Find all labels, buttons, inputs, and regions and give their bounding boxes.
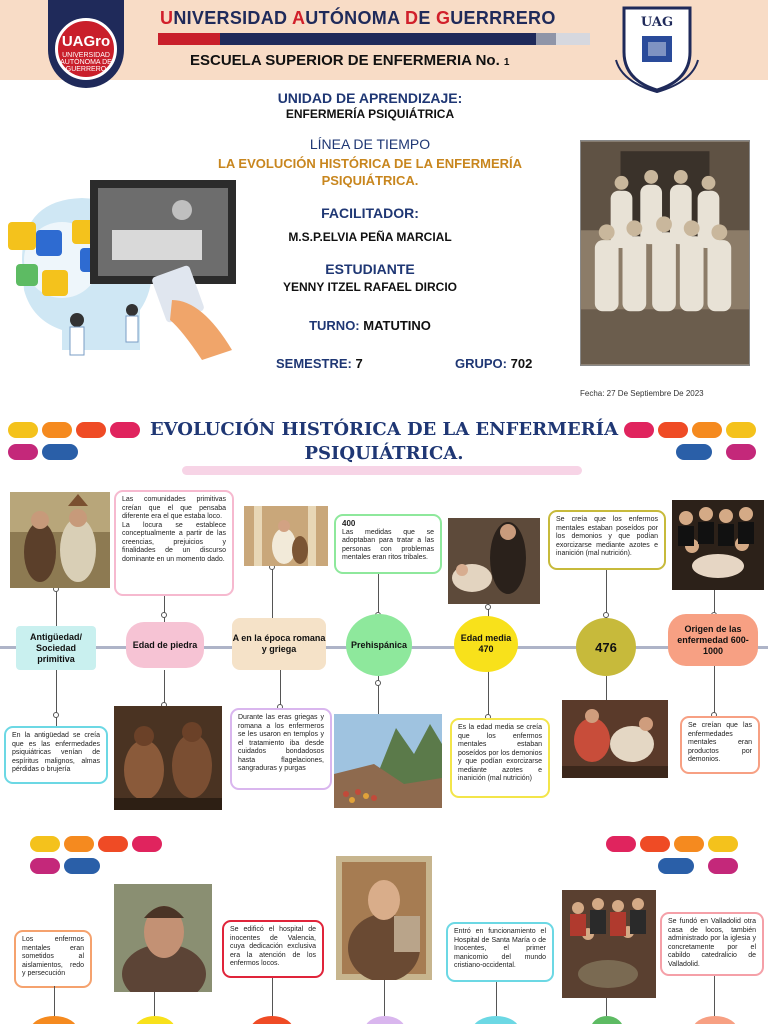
decor-pill [692, 422, 722, 438]
decor-pill [726, 422, 756, 438]
title-initial: U [160, 8, 174, 28]
decor-pill [708, 858, 738, 874]
painting-origen [672, 500, 764, 590]
linea-title-1: LA EVOLUCIÓN HISTÓRICA DE LA ENFERMERÍA [217, 156, 523, 171]
title-initial: D [405, 8, 419, 28]
grupo: GRUPO: 702 [455, 356, 533, 371]
color-bar-navy [220, 33, 536, 45]
connector [54, 986, 55, 1016]
portrait-saint [336, 856, 432, 980]
connector [154, 992, 155, 1016]
connector-dot [53, 712, 59, 718]
connector-dot [485, 604, 491, 610]
linea-title-2: PSIQUIÁTRICA. [321, 173, 419, 188]
estudiante-label: ESTUDIANTE [325, 261, 415, 277]
painting-antiguedad [10, 492, 110, 588]
decor-pill [708, 836, 738, 852]
decor-pill [42, 444, 78, 460]
university-title [160, 8, 600, 29]
connector [378, 572, 379, 616]
connector [496, 982, 497, 1016]
connector [714, 666, 715, 716]
title-underline [182, 466, 582, 475]
decor-pill [98, 836, 128, 852]
semestre: SEMESTRE: 7 [276, 356, 363, 371]
note-valladolid: Se fundó en Valladolid otra casa de locos, también administrado por la iglesia y concretamente por el cabildo catedralicio de Valladolid. [660, 912, 764, 976]
decor-pill [726, 444, 756, 460]
connector [714, 976, 715, 1016]
decor-pill [624, 422, 654, 438]
unidad-value: ENFERMERÍA PSIQUIÁTRICA [285, 107, 455, 121]
color-bar-light [556, 33, 590, 45]
node-row2-2 [134, 1016, 176, 1024]
decor-pill [30, 836, 60, 852]
note-romana-griega: Durante las eras griegas y romana a los enfermeros se les usaron en templos y el tratamiento iba desde cuidados bondadosos hasta flagelaciones, sangraduras y purgas [230, 708, 332, 790]
decor-pill [676, 444, 712, 460]
node-romana-griega: A en la época romana y griega [232, 618, 326, 670]
node-row2-5 [472, 1016, 520, 1024]
node-edad-media: Edad media 470 [454, 616, 518, 672]
decor-pill [8, 444, 38, 460]
node-antiguedad: Antigüedad/ Sociedad primitiva [16, 626, 96, 670]
note-476: Se creía que los enfermos mentales estaban poseídos por los demonios y que podían exorcizarse mediante azotes e inanición (mal nutrición). [548, 510, 666, 570]
node-row2-1 [30, 1016, 78, 1024]
connector [488, 670, 489, 718]
svg-text:UAG: UAG [640, 15, 674, 30]
painting-valladolid [562, 890, 656, 998]
decor-pill [658, 422, 688, 438]
facilitador-label: FACILITADOR: [321, 205, 419, 221]
node-476: 476 [576, 618, 636, 676]
node-edad-de-piedra: Edad de piedra [126, 622, 204, 668]
note-santa-maria: Entró en funcionamiento el Hospital de Santa María o de Inocentes, el primer manicomio del mundo cristiano-occidental. [446, 922, 554, 982]
decor-pill [8, 422, 38, 438]
node-row2-6 [590, 1016, 624, 1024]
uagro-logo: UAGro UNIVERSIDAD AUTÓNOMA DE GUERRERO [48, 0, 124, 88]
connector [606, 998, 607, 1016]
note-prehispanica: 400 Las medidas que se adoptaban para tratar a las personas con problemas mentales eran ritos tribales. [334, 514, 442, 574]
connector-dot [375, 680, 381, 686]
painting-cavemen [114, 706, 222, 810]
portrait-friar [114, 884, 212, 992]
node-row2-3 [250, 1016, 294, 1024]
date-text: Fecha: 27 De Septiembre De 2023 [580, 389, 704, 398]
connector [272, 566, 273, 618]
unidad-label: UNIDAD DE APRENDIZAJE: [277, 90, 463, 106]
node-row2-7 [692, 1016, 738, 1024]
decor-pill [110, 422, 140, 438]
decor-pill [42, 422, 72, 438]
title-segment: E [418, 8, 436, 28]
decor-pill [76, 422, 106, 438]
decor-pill [674, 836, 704, 852]
nurses-group-photo [580, 140, 750, 366]
node-row2-4 [364, 1016, 406, 1024]
estudiante-value: YENNY ITZEL RAFAEL DIRCIO [282, 280, 458, 294]
connector [56, 586, 57, 626]
title-segment: NIVERSIDAD [173, 8, 292, 28]
note-edad-de-piedra: Las comunidades primitivas creían que el que pensaba diferente era el que estaba loco. La locura se establece conceptualmente a partir de las creencias, prejuicios y finalidades de un discurso dominante en un momento dado. [114, 490, 234, 596]
connector [606, 568, 607, 618]
linea-label: LÍNEA DE TIEMPO [309, 136, 431, 152]
decor-pill [640, 836, 670, 852]
color-bar-gray [536, 33, 556, 45]
uag-crest-logo [612, 2, 702, 94]
painting-roman-greek [244, 506, 328, 566]
connector [164, 594, 165, 624]
title-initial: A [291, 8, 306, 28]
decor-pill [658, 858, 694, 874]
turno: TURNO: MATUTINO [309, 318, 431, 333]
facilitador-value: M.S.P.ELVIA PEÑA MARCIAL [288, 230, 452, 244]
decor-pill [606, 836, 636, 852]
decor-pill [64, 858, 100, 874]
connector [56, 668, 57, 728]
color-bar-red [158, 33, 220, 45]
note-hospital-valencia: Se edificó el hospital de inocentes de Valencia, cuya dedicación exclusiva era la atención de los enfermos locos. [222, 920, 324, 978]
connector [384, 980, 385, 1016]
title-initial: G [435, 8, 451, 28]
node-prehispanica: Prehispánica [346, 614, 412, 676]
title-segment: UTÓNOMA [305, 8, 406, 28]
mental-health-illustration [2, 180, 242, 370]
painting-edad-media [448, 518, 540, 604]
decor-pill [64, 836, 94, 852]
node-origen-enfermedad: Origen de las enfermedad 600-1000 [668, 614, 758, 666]
connector [272, 978, 273, 1016]
decor-pill [132, 836, 162, 852]
title-segment: UERRRERO [450, 8, 556, 28]
note-origen-enfermedad: Se creían que las enfermedades mentales eran productos por demonios. [680, 716, 760, 774]
connector-dot [161, 612, 167, 618]
school-name: ESCUELA SUPERIOR DE ENFERMERIA No. 1 [190, 52, 510, 69]
connector [606, 676, 607, 700]
note-antiguedad: En la antigüedad se creía que es las enfermedades psiquiátricas venían de espíritus malignos, almas pérdidas o brujería [4, 726, 108, 784]
note-edad-media: Es la edad media se creía que los enfermos mentales estaban poseídos por los demonios y que podían exorcizarse mediante azotes e inanición (mal nutrición) [450, 718, 550, 798]
photo-machu-picchu [334, 714, 442, 808]
note-aislamiento: Los enfermos mentales eran sometidos al aislamientos, redo y persecución [14, 930, 92, 988]
decor-pill [30, 858, 60, 874]
timeline-title: EVOLUCIÓN HISTÓRICA DE LA ENFERMERÍA PSIQUIÁTRICA. [149, 419, 619, 464]
painting-476 [562, 700, 668, 778]
